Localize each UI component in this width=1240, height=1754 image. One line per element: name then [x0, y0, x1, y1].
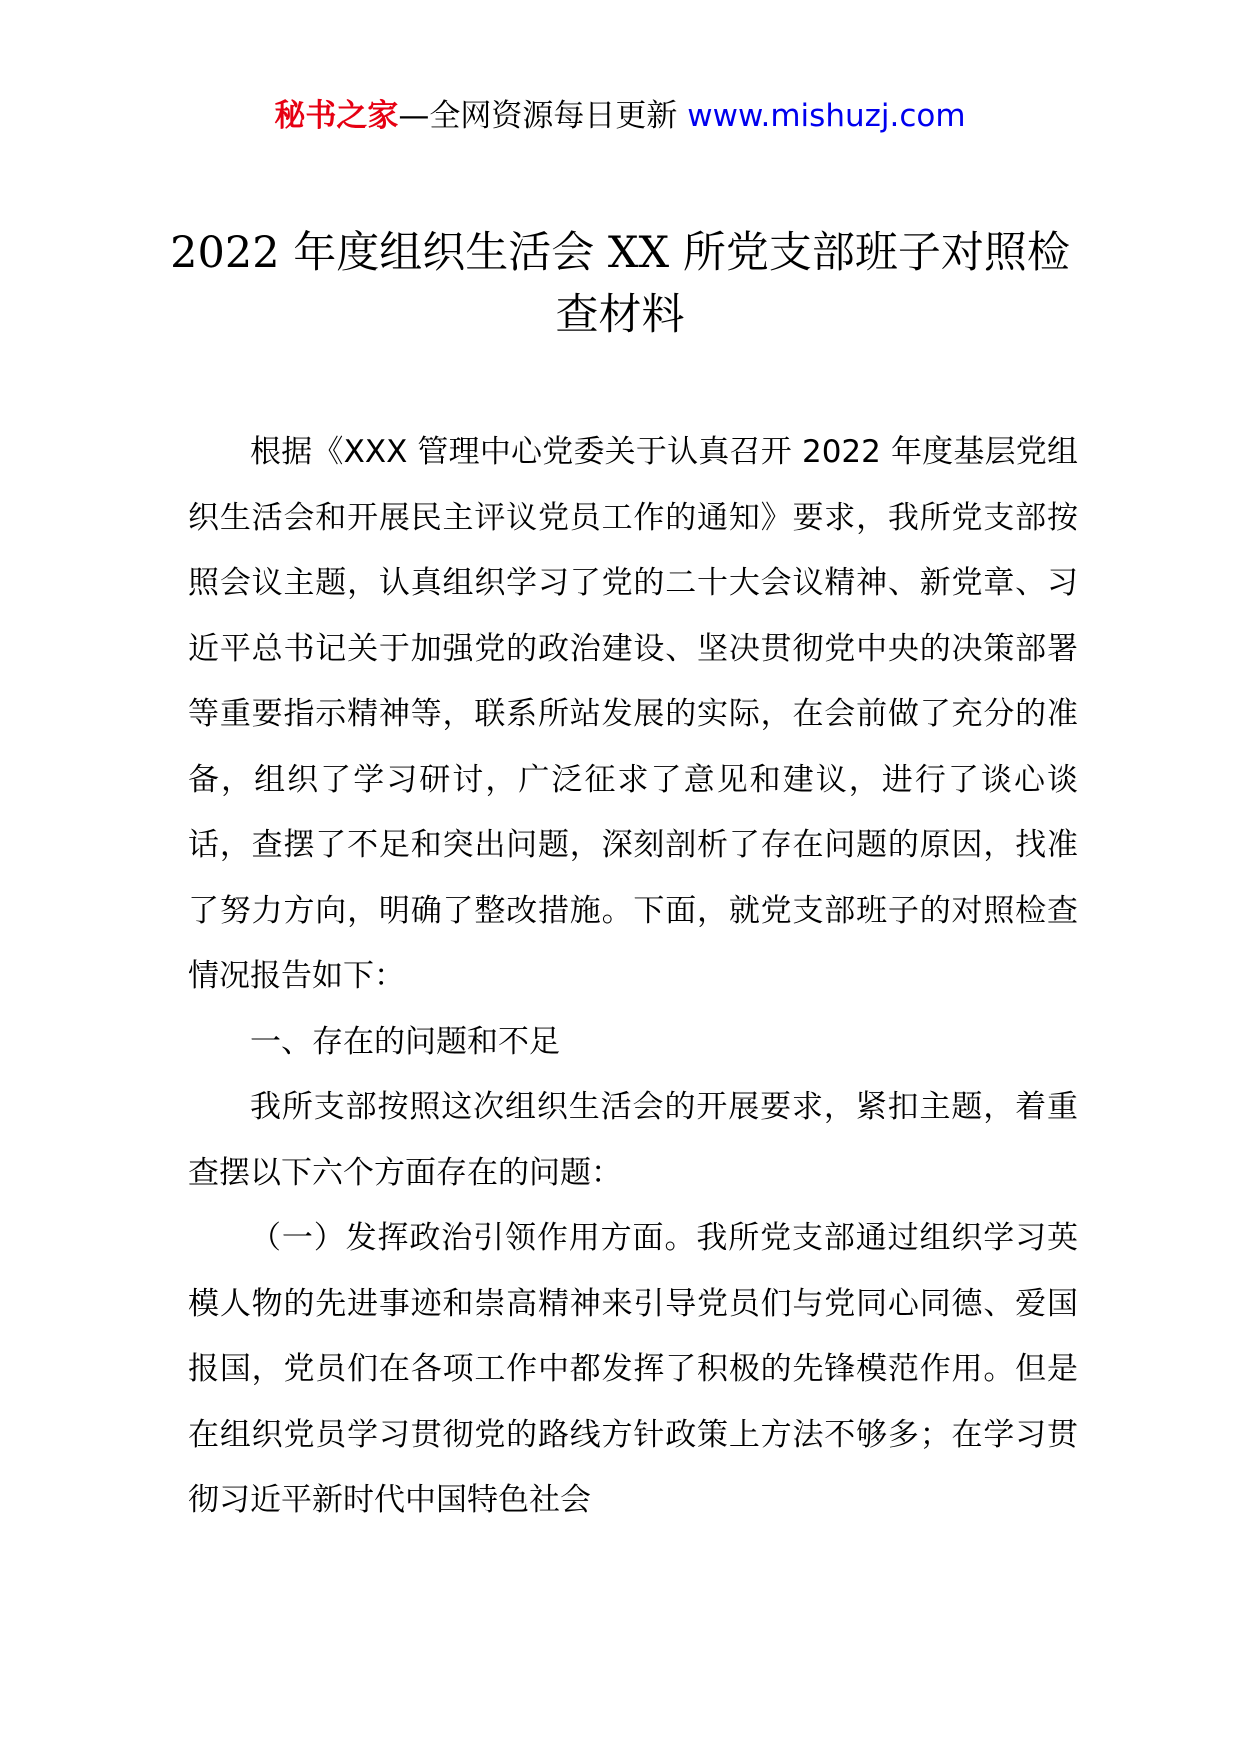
site-brand: 秘书之家 [274, 98, 399, 134]
intro-paragraph: 根据《XXX 管理中心党委关于认真召开 2022 年度基层党组织生活会和开展民主评议党员工作的通知》要求，我所党支部按照会议主题，认真组织学习了党的二十大会议精神、新党章、习近平总书记关于加强党的政治建设、坚决贯彻党中央的决策部署等重要指示精神等，联系所站发展的实际，在会前做了充分的准备，组织了学习研讨，广泛征求了意见和建议，进行了谈心谈话，查摆了不足和突出问题，深刻剖析了存在问题的原因，找准了努力方向，明确了整改措施。下面，就党支部班子的对照检查情况报告如下： [188, 434, 1078, 994]
site-url-link[interactable]: www.mishuzj.com [687, 98, 966, 134]
document-body [188, 420, 1078, 1534]
section-heading-problems: 一、存在的问题和不足 [250, 1023, 560, 1060]
subsection-political-leadership-paragraph: （一）发挥政治引领作用方面。我所党支部通过组织学习英模人物的先进事迹和崇高精神来引导党员们与党同心同德、爱国报国，党员们在各项工作中都发挥了积极的先锋模范作用。但是在组织党员学习贯彻党的路线方针政策上方法不够多；在学习贯彻习近平新时代中国特色社会 [188, 1220, 1078, 1518]
section-intro-paragraph: 我所支部按照这次组织生活会的开展要求，紧扣主题，着重查摆以下六个方面存在的问题： [188, 1089, 1078, 1191]
site-slogan: —全网资源每日更新 [398, 98, 678, 134]
document-title: 2022 年度组织生活会 XX 所党支部班子对照检查材料 [170, 228, 1070, 340]
site-header [0, 96, 1240, 136]
